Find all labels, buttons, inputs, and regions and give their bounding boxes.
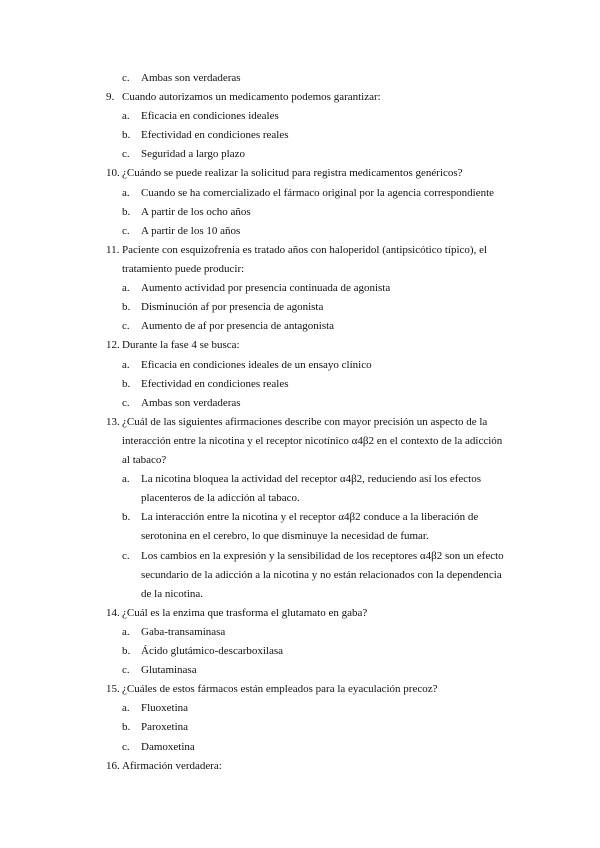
option-letter: c. (122, 741, 130, 753)
option-text: Fluoxetina (141, 702, 189, 714)
option-text: Disminución af por presencia de agonista (141, 301, 324, 313)
question-text: Cuando autorizamos un medicamento podemos garantizar: (122, 91, 381, 103)
option-letter: b. (122, 206, 131, 218)
option-text: Efectividad en condiciones reales (141, 378, 289, 390)
option-text: Ácido glutámico-descarboxilasa (141, 645, 284, 657)
question-number: 16. (106, 760, 120, 772)
option-letter: c. (122, 148, 130, 160)
option-text: Damoxetina (141, 741, 195, 753)
option-letter: a. (122, 282, 130, 294)
question-number: 12. (106, 339, 120, 351)
question-number: 9. (106, 91, 115, 103)
option-text: Cuando se ha comercializado el fármaco original por la agencia correspondiente (141, 187, 495, 199)
option-text: Ambas son verdaderas (141, 72, 241, 84)
option-text: placenteros de la adicción al tabaco. (141, 492, 300, 504)
question-text: ¿Cuándo se puede realizar la solicitud para registra medicamentos genéricos? (122, 167, 463, 179)
question-number: 11. (106, 244, 120, 256)
question-text: Afirmación verdadera: (122, 760, 222, 772)
option-letter: a. (122, 359, 130, 371)
question-number: 13. (106, 416, 120, 428)
option-letter: c. (122, 397, 130, 409)
question-text: Paciente con esquizofrenia es tratado años con haloperidol (antipsicótico típico), el (122, 244, 488, 256)
option-text: Eficacia en condiciones ideales de un ensayo clínico (141, 359, 372, 371)
question-text: ¿Cuáles de estos fármacos están empleados para la eyaculación precoz? (122, 683, 438, 695)
option-letter: a. (122, 110, 130, 122)
option-text: Paroxetina (141, 721, 189, 733)
option-text: serotonina en el cerebro, lo que disminuye la necesidad de fumar. (141, 530, 429, 542)
option-letter: a. (122, 702, 130, 714)
option-text: secundario de la adicción a la nicotina y no están relacionados con la dependencia (141, 569, 502, 581)
option-text: Efectividad en condiciones reales (141, 129, 289, 141)
question-number: 14. (106, 607, 120, 619)
option-text: Aumento de af por presencia de antagonista (141, 320, 335, 332)
option-text: La interacción entre la nicotina y el receptor α4β2 conduce a la liberación de (141, 511, 479, 523)
option-text: Glutaminasa (141, 664, 197, 676)
option-letter: a. (122, 187, 130, 199)
option-text: La nicotina bloquea la actividad del receptor α4β2, reduciendo así los efectos (141, 473, 482, 485)
option-letter: c. (122, 72, 130, 84)
option-letter: a. (122, 626, 130, 638)
option-letter: c. (122, 550, 130, 562)
option-text: A partir de los ocho años (141, 206, 251, 218)
option-letter: a. (122, 473, 130, 485)
option-letter: c. (122, 664, 130, 676)
option-text: Gaba-transaminasa (141, 626, 226, 638)
option-text: Aumento actividad por presencia continuada de agonista (141, 282, 391, 294)
option-text: Eficacia en condiciones ideales (141, 110, 279, 122)
option-text: de la nicotina. (141, 588, 204, 600)
question-text: ¿Cuál de las siguientes afirmaciones describe con mayor precisión un aspecto de la (122, 416, 488, 428)
question-text: interacción entre la nicotina y el receptor nicotínico α4β2 en el contexto de la adicción (122, 435, 503, 447)
question-text: ¿Cuál es la enzima que trasforma el glutamato en gaba? (122, 607, 368, 619)
option-letter: b. (122, 301, 131, 313)
option-letter: c. (122, 225, 130, 237)
option-letter: b. (122, 129, 131, 141)
question-text: al tabaco? (122, 454, 167, 466)
option-text: Ambas son verdaderas (141, 397, 241, 409)
option-letter: b. (122, 378, 131, 390)
option-letter: b. (122, 645, 131, 657)
question-text: tratamiento puede producir: (122, 263, 245, 275)
option-letter: b. (122, 721, 131, 733)
option-text: Seguridad a largo plazo (141, 148, 245, 160)
question-text: Durante la fase 4 se busca: (122, 339, 240, 351)
option-letter: b. (122, 511, 131, 523)
option-text: Los cambios en la expresión y la sensibilidad de los receptores α4β2 son un efecto (141, 550, 504, 562)
question-number: 15. (106, 683, 120, 695)
option-text: A partir de los 10 años (141, 225, 241, 237)
option-letter: c. (122, 320, 130, 332)
question-number: 10. (106, 167, 120, 179)
